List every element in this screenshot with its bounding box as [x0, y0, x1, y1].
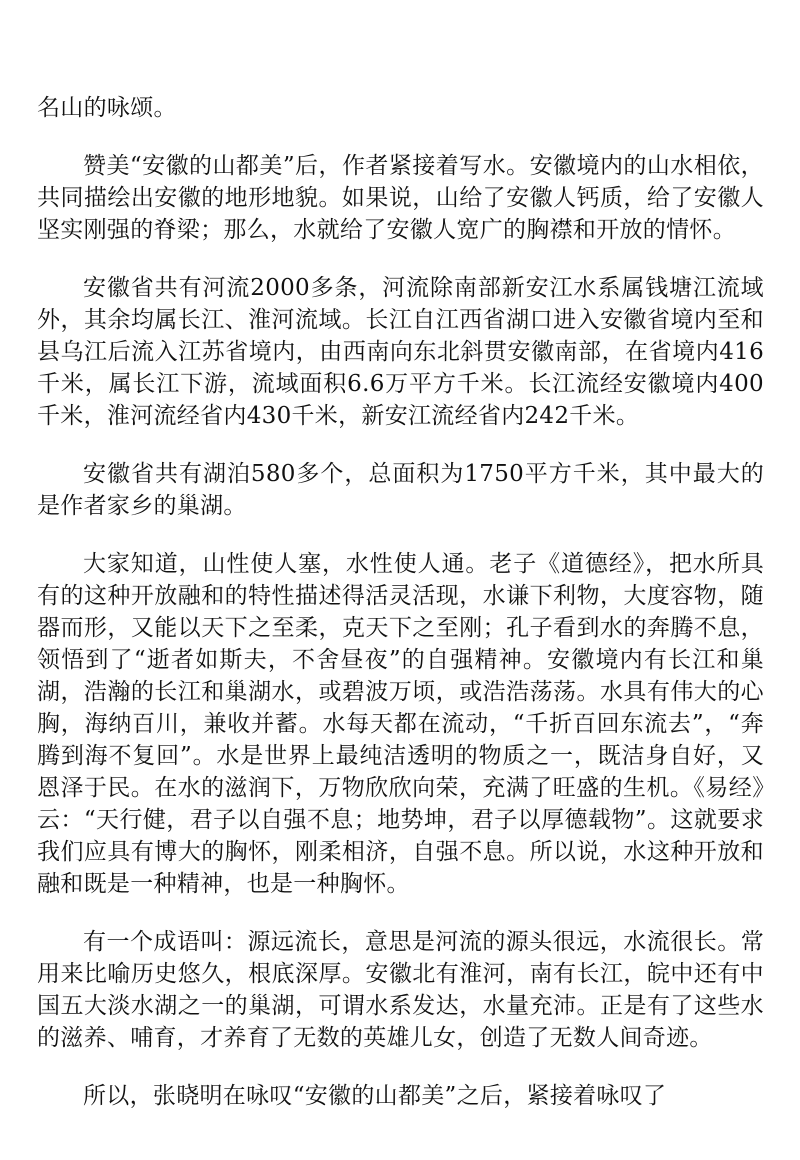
- paragraph-1: 名山的咏颂。: [37, 95, 177, 121]
- paragraph-2: 赞美“安徽的山都美”后，作者紧接着写水。安徽境内的山水相依，共同描绘出安徽的地形地貌。如果说，山给了安徽人钙质，给了安徽人坚实刚强的脊梁；那么，水就给了安徽人宽广的胸襟和开放的情怀。: [37, 153, 764, 243]
- paragraph-4: 安徽省共有湖泊580多个，总面积为1750平方千米，其中最大的是作者家乡的巢湖。: [37, 461, 764, 519]
- paragraph-6: 有一个成语叫：源远流长，意思是河流的源头很远，水流很长。常用来比喻历史悠久，根底深厚。安徽北有淮河，南有长江，皖中还有中国五大淡水湖之一的巢湖，可谓水系发达，水量充沛。正是有了这些水的滋养、哺育，才养育了无数的英雄儿女，创造了无数人间奇迹。: [37, 929, 764, 1051]
- paragraph-5: 大家知道，山性使人塞，水性使人通。老子《道德经》，把水所具有的这种开放融和的特性描述得活灵活现，水谦下利物，大度容物，随器而形，又能以天下之至柔，克天下之至刚；孔子看到水的奔腾不息，领悟到了“逝者如斯夫，不舍昼夜”的自强精神。安徽境内有长江和巢湖，浩瀚的长江和巢湖水，或碧波万顷，或浩浩荡荡。水具有伟大的心胸，海纳百川，兼收并蓄。水每天都在流动，“千折百回东流去”，“奔腾到海不复回”。水是世界上最纯洁透明的物质之一，既洁身自好，又恩泽于民。在水的滋润下，万物欣欣向荣，充满了旺盛的生机。《易经》云：“天行健，君子以自强不息；地势坤，君子以厚德载物”。这就要求我们应具有博大的胸怀，刚柔相济，自强不息。所以说，水这种开放和融和既是一种精神，也是一种胸怀。: [37, 551, 764, 897]
- paragraph-7: 所以，张晓明在咏叹“安徽的山都美”之后，紧接着咏叹了: [83, 1083, 667, 1109]
- document-page: [37, 92, 764, 1138]
- paragraph-3: 安徽省共有河流2000多条，河流除南部新安江水系属钱塘江流域外，其余均属长江、淮河流域。长江自江西省湖口进入安徽省境内至和县乌江后流入江苏省境内，由西南向东北斜贯安徽南部，在省境内416千米，属长江下游，流域面积6.6万平方千米。长江流经安徽境内400千米，淮河流经省内430千米，新安江流经省内242千米。: [37, 275, 764, 429]
